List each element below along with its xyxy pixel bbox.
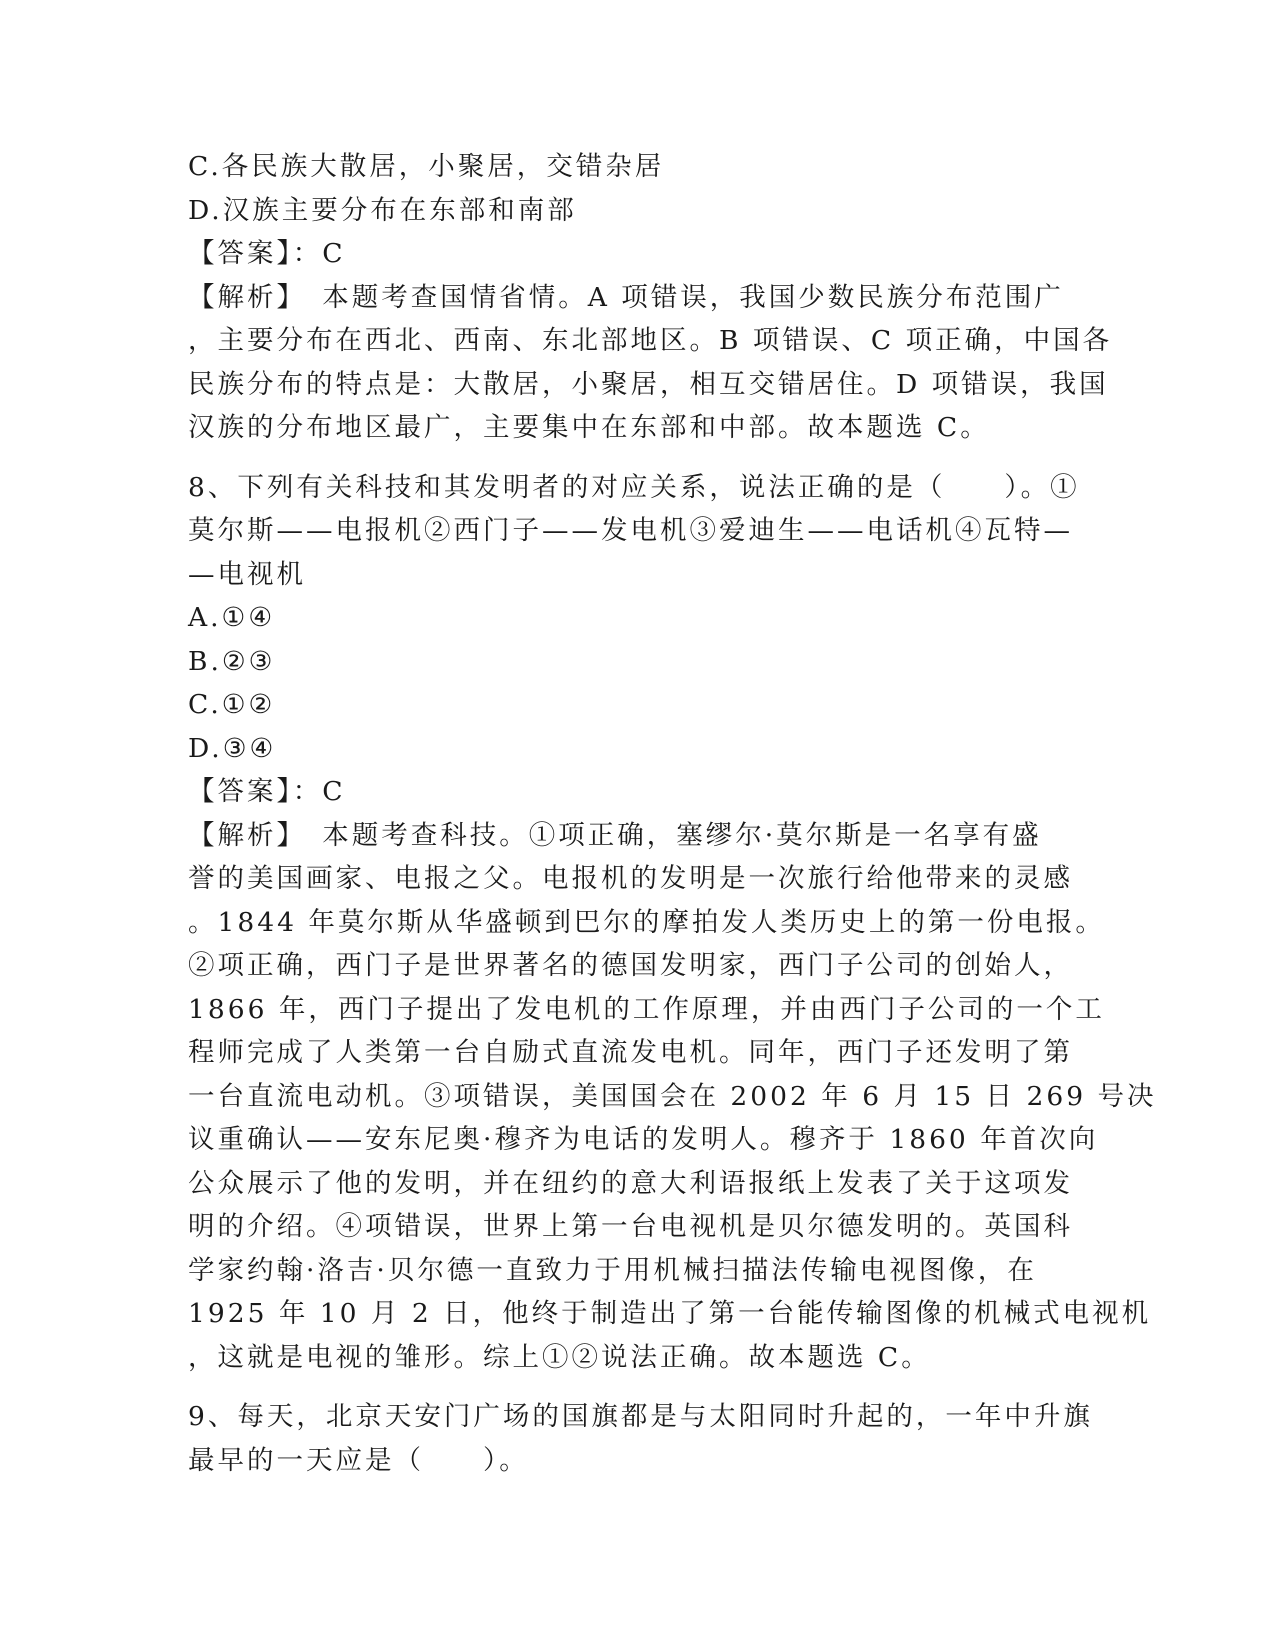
- analysis-line: ②项正确，西门子是世界著名的德国发明家，西门子公司的创始人，: [188, 950, 1073, 981]
- question-stem-line: 莫尔斯——电报机②西门子——发电机③爱迪生——电话机④瓦特—: [188, 515, 1073, 546]
- question-stem-line: —电视机: [188, 558, 306, 590]
- option-d: D.汉族主要分布在东部和南部: [188, 194, 577, 226]
- analysis-line: 1866 年，西门子提出了发电机的工作原理，并由西门子公司的一个工: [188, 993, 1105, 1025]
- question-7-tail: [188, 145, 1113, 450]
- option-b: B.②③: [188, 645, 276, 677]
- analysis-line: 议重确认——安东尼奥·穆齐为电话的发明人。穆齐于 1860 年首次向: [188, 1124, 1099, 1155]
- document-page: [188, 145, 1157, 1482]
- analysis-line: 公众展示了他的发明，并在纽约的意大利语报纸上发表了关于这项发: [188, 1167, 1073, 1199]
- option-c: C.①②: [188, 689, 276, 720]
- question-stem-line: 最早的一天应是（ ）。: [188, 1444, 529, 1476]
- analysis-line: 【解析】 本题考查科技。①项正确，塞缪尔·莫尔斯是一名享有盛: [188, 819, 1042, 851]
- answer-line: 【答案】：C: [188, 776, 346, 807]
- analysis-line: 【解析】 本题考查国情省情。A 项错误，我国少数民族分布范围广: [188, 281, 1064, 313]
- analysis-line: 民族分布的特点是：大散居，小聚居，相互交错居住。D 项错误，我国: [188, 368, 1109, 400]
- analysis-line: 程师完成了人类第一台自励式直流发电机。同年，西门子还发明了第: [188, 1037, 1073, 1068]
- option-a: A.①④: [188, 602, 276, 633]
- analysis-line: 学家约翰·洛吉·贝尔德一直致力于用机械扫描法传输电视图像，在: [188, 1254, 1037, 1286]
- analysis-line: 汉族的分布地区最广，主要集中在东部和中部。故本题选 C。: [188, 412, 990, 443]
- question-stem-line: 9、每天，北京天安门广场的国旗都是与太阳同时升起的，一年中升旗: [188, 1401, 1093, 1432]
- question-8: [188, 466, 1157, 1380]
- question-stem-line: 8、下列有关科技和其发明者的对应关系，说法正确的是（ ）。①: [188, 471, 1080, 503]
- option-d: D.③④: [188, 732, 277, 764]
- analysis-line: ，这就是电视的雏形。综上①②说法正确。故本题选 C。: [188, 1341, 931, 1373]
- analysis-line: 明的介绍。④项错误，世界上第一台电视机是贝尔德发明的。英国科: [188, 1211, 1073, 1242]
- option-c: C.各民族大散居，小聚居，交错杂居: [188, 151, 665, 182]
- analysis-line: ，主要分布在西北、西南、东北部地区。B 项错误、C 项正确，中国各: [188, 325, 1113, 356]
- analysis-line: 一台直流电动机。③项错误，美国国会在 2002 年 6 月 15 日 269 号决: [188, 1080, 1157, 1112]
- analysis-line: 。1844 年莫尔斯从华盛顿到巴尔的摩拍发人类历史上的第一份电报。: [188, 906, 1105, 938]
- analysis-line: 1925 年 10 月 2 日，他终于制造出了第一台能传输图像的机械式电视机: [188, 1298, 1152, 1329]
- question-9: [188, 1395, 1093, 1482]
- analysis-line: 誉的美国画家、电报之父。电报机的发明是一次旅行给他带来的灵感: [188, 863, 1073, 894]
- answer-line: 【答案】：C: [188, 238, 346, 269]
